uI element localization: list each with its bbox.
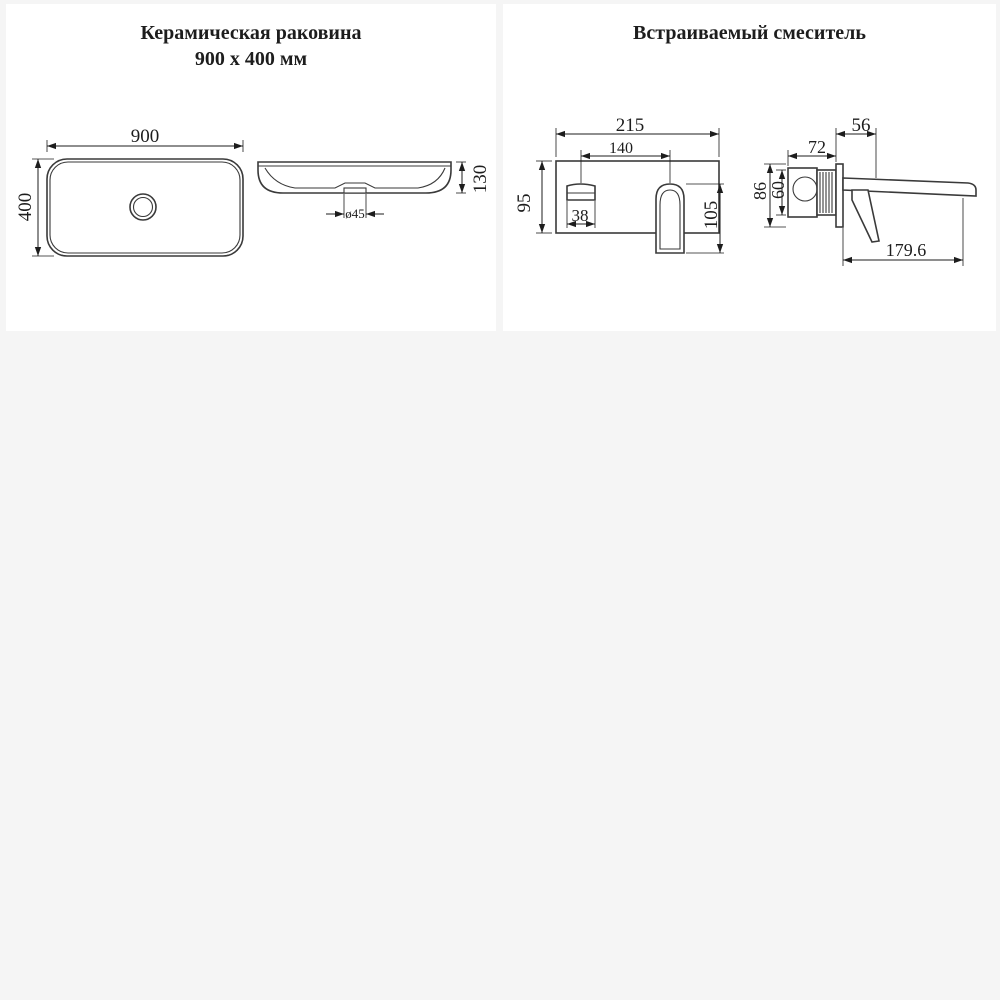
sink-title-line1: Керамическая раковина [140,22,362,44]
dim-mixer-lever-width: 38 [571,206,589,225]
mixer-side-view [750,115,976,266]
drain-inner [134,198,153,217]
dim-mixer-spout-reach: 179.6 [885,240,927,260]
dim-mixer-total-width: 215 [615,115,645,136]
dim-mixer-plate-height: 95 [514,193,535,213]
dim-sink-side-height: 130 [470,164,491,194]
sink-side-view [258,162,491,221]
dim-sink-height: 400 [15,192,36,222]
dim-sink-width: 900 [130,126,160,147]
sink-title-line2: 900 х 400 мм [194,48,308,70]
sink-top-view [15,126,243,256]
sink-drain-side [344,188,366,193]
mixer-title-text: Встраиваемый смеситель [633,22,866,44]
dim-mixer-spout-height: 105 [701,200,722,230]
dim-mixer-spout-offset: 140 [609,140,633,157]
dim-mixer-inner-height: 60 [768,181,788,199]
mixer-flange [836,164,843,227]
technical-drawing [0,0,1000,335]
mixer-handle-side [852,190,879,242]
dim-drain-diameter: ø45 [345,206,365,221]
dim-mixer-flange-depth: 56 [851,115,871,136]
dim-mixer-outer-height: 86 [750,182,770,200]
mixer-lever [567,184,595,200]
mixer-body-port [793,177,817,201]
dim-mixer-body-depth: 72 [808,137,826,157]
mixer-front-view [514,115,724,253]
